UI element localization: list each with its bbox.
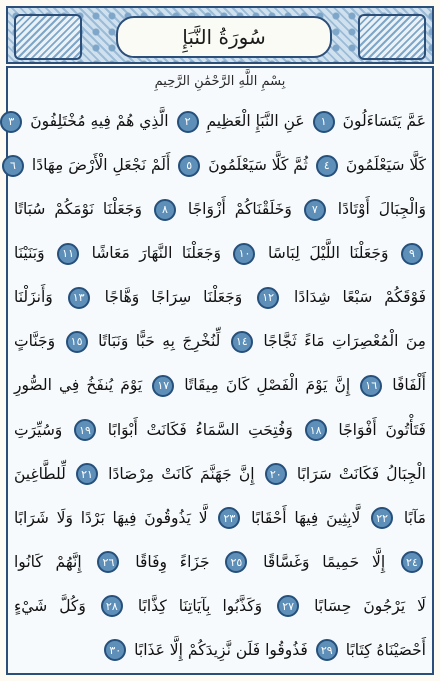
ayah-number-medallion-icon: ٣ <box>0 111 22 133</box>
verse-text: فَوْقَكُمْ سَبْعًا شِدَادًا <box>294 288 427 307</box>
verse-line <box>14 322 426 360</box>
ayah-number-medallion-icon: ٢٣ <box>218 507 240 529</box>
verse-text: لَّا يَذُوقُونَ فِيهَا بَرْدًا وَلَا شَرَابًا <box>14 508 208 527</box>
ayah-number-medallion-icon: ٢٢ <box>371 507 393 529</box>
verse-text: لِّنُخْرِجَ بِهِ حَبًّا وَنَبَاتًا <box>98 332 221 351</box>
verse-line <box>14 499 426 537</box>
verse-text: الَّذِي هُمْ فِيهِ مُخْتَلِفُونَ <box>30 112 169 130</box>
ayah-number-medallion-icon: ١٩ <box>74 419 96 441</box>
verse-text: أَحْصَيْنَاهُ كِتَابًا <box>345 640 426 659</box>
ayah-number-medallion-icon: ٢١ <box>76 463 98 485</box>
ayah-number-medallion-icon: ٢٠ <box>265 463 287 485</box>
verse-line <box>14 587 426 625</box>
verse-text: عَمَّ يَتَسَاءَلُونَ <box>342 112 426 130</box>
verse-text: أَلَمْ نَجْعَلِ الْأَرْضَ مِهَادًا <box>31 156 171 175</box>
verse-text: فَتَأْتُونَ أَفْوَاجًا <box>338 420 426 439</box>
text-frame <box>6 66 434 675</box>
ayah-number-medallion-icon: ١١ <box>57 243 79 265</box>
verse-text: يَوْمَ يُنفَخُ فِي الصُّورِ <box>14 376 143 395</box>
verse-line <box>14 455 426 493</box>
verse-text: وَبَنَيْنَا <box>14 244 45 263</box>
surah-header-ornament <box>6 6 434 64</box>
ayah-number-medallion-icon: ٢٧ <box>277 595 299 617</box>
ayah-number-medallion-icon: ٨ <box>154 199 176 221</box>
verse-text: أَلْفَافًا <box>392 376 426 395</box>
verse-text: عَنِ النَّبَإِ الْعَظِيمِ <box>206 112 305 130</box>
verse-text: وَجَعَلْنَا نَوْمَكُمْ سُبَاتًا <box>14 200 142 219</box>
ayah-number-medallion-icon: ٢٩ <box>316 639 338 661</box>
ayah-number-medallion-icon: ١٢ <box>257 287 279 309</box>
ayah-number-medallion-icon: ١ <box>313 111 335 133</box>
verse-line <box>14 366 426 404</box>
verse-text: إِنَّهُمْ كَانُوا <box>14 552 82 571</box>
verse-line <box>8 102 426 140</box>
verse-text: مَآبًا <box>403 508 426 527</box>
verse-text: وَجَنَّاتٍ <box>14 332 56 351</box>
ayah-number-medallion-icon: ١٥ <box>66 331 88 353</box>
ayah-number-medallion-icon: ١٠ <box>233 243 255 265</box>
title-cartouche <box>116 16 332 58</box>
verse-text: وَجَعَلْنَا سِرَاجًا وَهَّاجًا <box>104 288 243 307</box>
verse-line <box>14 543 426 581</box>
ayah-number-medallion-icon: ١٧ <box>152 375 174 397</box>
ayah-number-medallion-icon: ١٣ <box>68 287 90 309</box>
verse-text: إِنَّ جَهَنَّمَ كَانَتْ مِرْصَادًا <box>108 464 255 483</box>
verse-text: مِنَ الْمُعْصِرَاتِ مَاءً ثَجَّاجًا <box>263 332 426 351</box>
ayah-number-medallion-icon: ١٦ <box>360 375 382 397</box>
ayah-number-medallion-icon: ٩ <box>401 243 423 265</box>
ayah-number-medallion-icon: ٤ <box>316 155 338 177</box>
verse-text: الْجِبَالُ فَكَانَتْ سَرَابًا <box>296 464 426 483</box>
verse-text: لَا يَرْجُونَ حِسَابًا <box>314 596 427 615</box>
ayah-number-medallion-icon: ٦ <box>2 155 24 177</box>
ayah-number-medallion-icon: ٣٠ <box>104 639 126 661</box>
ayah-number-medallion-icon: ٢٦ <box>97 551 119 573</box>
verse-text: لِّلطَّاغِينَ <box>14 464 66 483</box>
verse-line <box>14 278 426 316</box>
verse-line <box>14 631 426 669</box>
verse-text: لَّابِثِينَ فِيهَا أَحْقَابًا <box>251 508 361 527</box>
verse-lines <box>8 102 427 669</box>
verse-text: جَزَاءً وِفَاقًا <box>135 552 210 571</box>
ayah-number-medallion-icon: ٢٨ <box>101 595 123 617</box>
verse-text: وَخَلَقْنَاكُمْ أَزْوَاجًا <box>187 200 292 219</box>
verse-text: وَجَعَلْنَا اللَّيْلَ لِبَاسًا <box>267 244 389 263</box>
ayah-number-medallion-icon: ١٤ <box>231 331 253 353</box>
surah-title: سُورَةُ النَّبَإِ <box>182 25 266 49</box>
ayah-number-medallion-icon: ٥ <box>178 155 200 177</box>
ayah-number-medallion-icon: ٢٥ <box>225 551 247 573</box>
verse-text: إِلَّا حَمِيمًا وَغَسَّاقًا <box>263 552 386 571</box>
verse-line <box>14 234 426 272</box>
verse-text: فَذُوقُوا فَلَن نَّزِيدَكُمْ إِلَّا عَذَابًا <box>134 640 308 659</box>
verse-text: وَكُلَّ شَيْءٍ <box>14 596 86 615</box>
verse-text: وَفُتِحَتِ السَّمَاءُ فَكَانَتْ أَبْوَابًا <box>107 420 293 439</box>
verse-line <box>10 146 426 184</box>
verse-text: وَجَعَلْنَا النَّهَارَ مَعَاشًا <box>91 244 221 263</box>
verse-text: وَأَنزَلْنَا <box>14 288 53 307</box>
verse-line <box>14 411 426 449</box>
verse-text: وَسُيِّرَتِ <box>14 420 63 439</box>
verse-text: وَالْجِبَالَ أَوْتَادًا <box>337 200 426 219</box>
ayah-number-medallion-icon: ٢ <box>177 111 199 133</box>
verse-text: وَكَذَّبُوا بِآيَاتِنَا كِذَّابًا <box>137 596 263 615</box>
verse-text: إِنَّ يَوْمَ الْفَصْلِ كَانَ مِيقَاتًا <box>184 376 351 395</box>
verse-text: كَلَّا سَيَعْلَمُونَ <box>345 156 426 175</box>
ayah-number-medallion-icon: ١٨ <box>305 419 327 441</box>
ayah-number-medallion-icon: ٢٤ <box>401 551 423 573</box>
verse-text: ثُمَّ كَلَّا سَيَعْلَمُونَ <box>208 156 308 175</box>
verse-line <box>14 190 426 228</box>
basmala: بِسْمِ اللَّهِ الرَّحْمَٰنِ الرَّحِيمِ <box>154 74 286 89</box>
ayah-number-medallion-icon: ٧ <box>304 199 326 221</box>
